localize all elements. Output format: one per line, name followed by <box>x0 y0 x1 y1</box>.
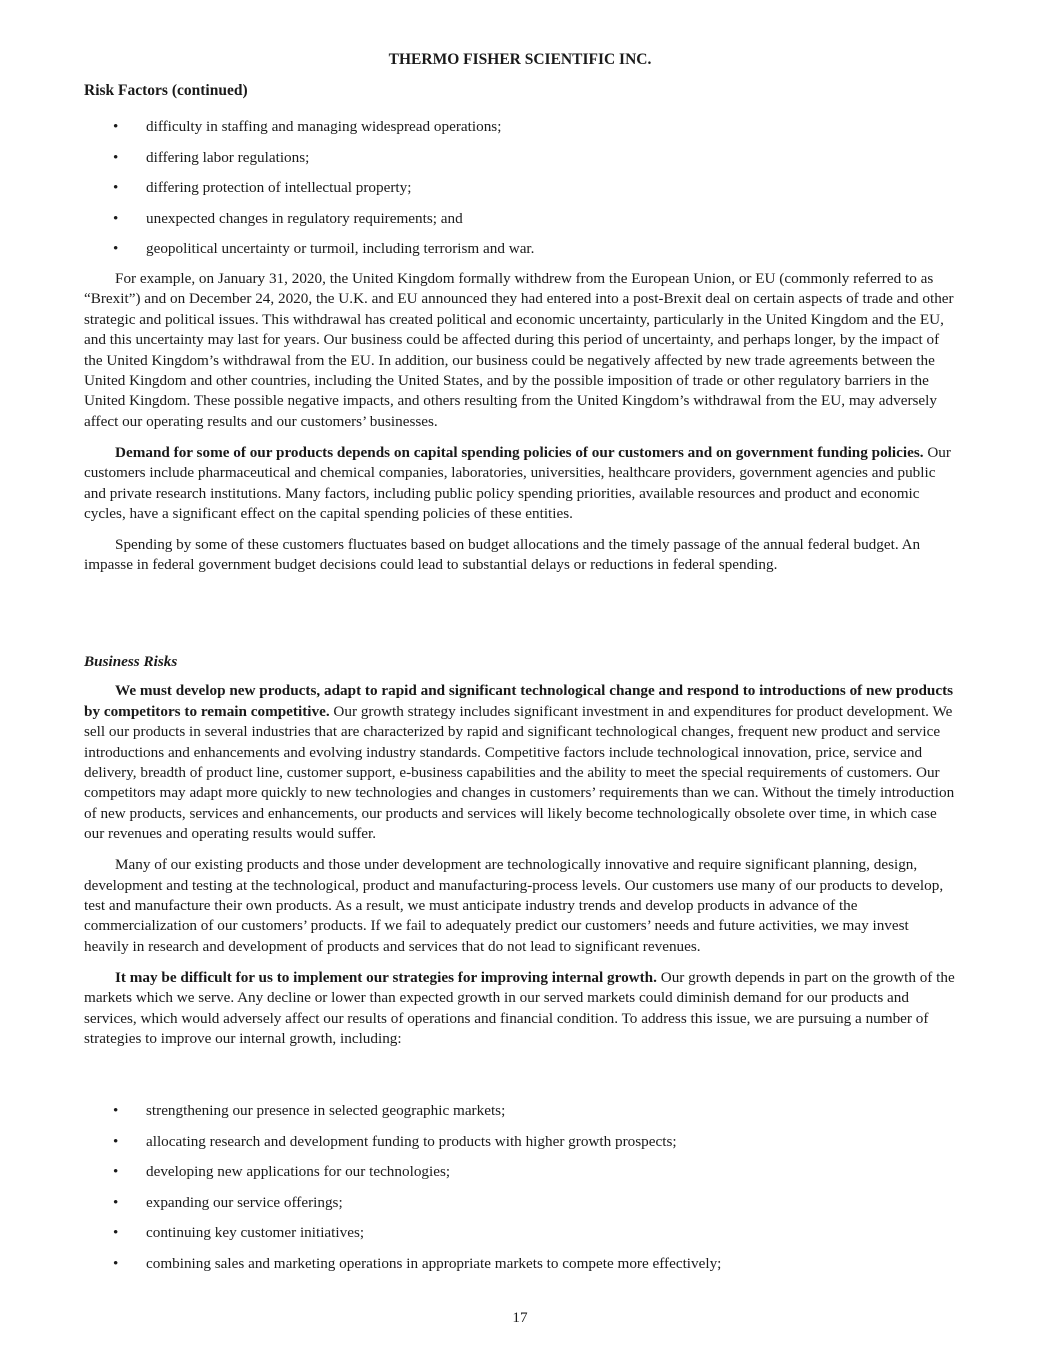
business-risks-section <box>84 652 956 1060</box>
list-item: • expanding our service offerings; <box>84 1193 956 1224</box>
list-item: • unexpected changes in regulatory requirements; and <box>84 209 956 240</box>
company-header: THERMO FISHER SCIENTIFIC INC. <box>388 51 652 68</box>
bullet-marker: • <box>113 240 119 257</box>
bullet-marker: • <box>113 1254 119 1272</box>
bullet-marker: • <box>113 148 119 166</box>
bullet-marker: • <box>113 1102 119 1119</box>
bullet-marker: • <box>113 179 119 196</box>
bullet-marker: • <box>113 1193 119 1211</box>
bullet-marker: • <box>113 1132 119 1150</box>
list-item: • differing protection of intellectual property; <box>84 178 956 209</box>
list-item: • combining sales and marketing operations in appropriate markets to compete more effectively; <box>84 1254 956 1285</box>
list-item: • strengthening our presence in selected geographic markets; <box>84 1101 956 1132</box>
section-title: Risk Factors (continued) <box>84 82 248 99</box>
list-item: • geopolitical uncertainty or turmoil, including terrorism and war. <box>84 239 956 270</box>
bullet-marker: • <box>113 118 119 135</box>
bullet-list-bottom <box>84 1101 956 1284</box>
list-item: • developing new applications for our technologies; <box>84 1162 956 1193</box>
bullet-marker: • <box>113 209 119 227</box>
paragraph-lead: Demand for some of our products depends on capital spending policies of our customers and on government funding policies. <box>115 443 924 461</box>
paragraph-federal-budget: Spending by some of these customers fluctuates based on budget allocations and the timely passage of the annual federal budget. An impasse in federal government budget decisions could lead to substantial delays or reductions in federal spending. <box>84 535 921 574</box>
bullet-marker: • <box>113 1163 119 1180</box>
list-item: • differing labor regulations; <box>84 148 956 179</box>
paragraph-lead: It may be difficult for us to implement our strategies for improving internal growth. <box>115 968 657 986</box>
list-item: • difficulty in staffing and managing widespread operations; <box>84 117 956 148</box>
list-item: • continuing key customer initiatives; <box>84 1223 956 1254</box>
paragraph-capital-spending: Demand for some of our products depends on capital spending policies of our customers and on government funding policies. Our customers include pharmaceutical and chemical companies, laboratories, universities, healthcare providers, government agencies and public and private research institutions. Many factors, including public policy spending priorities, available resources and product and economic cycles, have a significant effect on the capital spending policies of these entities. <box>84 443 951 522</box>
paragraph-lead: We must develop new products, adapt to rapid and significant technological change and respond to introductions of new products by competitors to remain competitive. <box>84 682 954 720</box>
paragraph-internal-growth: It may be difficult for us to implement our strategies for improving internal growth. Our growth depends in part on the growth of the markets which we serve. Any decline or lower than expected growth in our served markets could diminish demand for our products and services, which would adversely affect our results of operations and financial condition. To address this issue, we are pursuing a number of strategies to improve our internal growth, including: <box>84 968 955 1047</box>
paragraph-brexit: For example, on January 31, 2020, the United Kingdom formally withdrew from the European Union, or EU (commonly referred to as “Brexit”) and on December 24, 2020, the U.K. and EU announced they had entered into a post-Brexit deal on certain aspects of trade and other strategic and political issues. This withdrawal has created political and economic uncertainty, particularly in the United Kingdom and the EU, and this uncertainty may last for years. Our business could be affected during this period of uncertainty, and perhaps longer, by the impact of the United Kingdom’s withdrawal from the EU. In addition, our business could be negatively affected by new trade agreements between the United Kingdom and other countries, including the United States, and by the possible imposition of trade or other regulatory barriers in the United Kingdom. These possible negative impacts, and others resulting from the United Kingdom’s withdrawal from the EU, may adversely affect our operating results and our customers’ businesses. <box>84 270 954 430</box>
paragraph-innovation: Many of our existing products and those under development are technologically innovative and require significant planning, design, development and testing at the technological, product and manufacturing-process levels. Our customers use many of our products to develop, test and manufacture their own products. As a result, we must anticipate industry trends and develop products in advance of the commercialization of our customers’ products. If we fail to adequately predict our customers’ needs and future activities, we may invest heavily in research and development of products and services that do not lead to significant revenues. <box>84 856 944 955</box>
page-number: 17 <box>512 1309 528 1326</box>
paragraph-group-a <box>84 269 956 586</box>
paragraph-new-products: We must develop new products, adapt to rapid and significant technological change and respond to introductions of new products by competitors to remain competitive. Our growth strategy includes significant investment in and expenditures for product development. We sell our products in several industries that are characterized by rapid and significant technological changes, frequent new product and service introductions and enhancements and evolving industry standards. Competitive factors include technological innovation, price, service and delivery, breadth of product line, customer support, e-business capabilities and the ability to meet the special requirements of customers. Our competitors may adapt more quickly to new technologies and changes in customers’ requirements than we can. Without the timely introduction of new products, services and enhancements, our products and services will likely become technologically obsolete over time, in which case our revenues and operating results would suffer. <box>84 682 955 843</box>
subsection-heading: Business Risks <box>84 653 178 670</box>
bullet-list-top <box>84 117 956 270</box>
bullet-marker: • <box>113 1224 119 1241</box>
list-item: • allocating research and development funding to products with higher growth prospects; <box>84 1132 956 1163</box>
